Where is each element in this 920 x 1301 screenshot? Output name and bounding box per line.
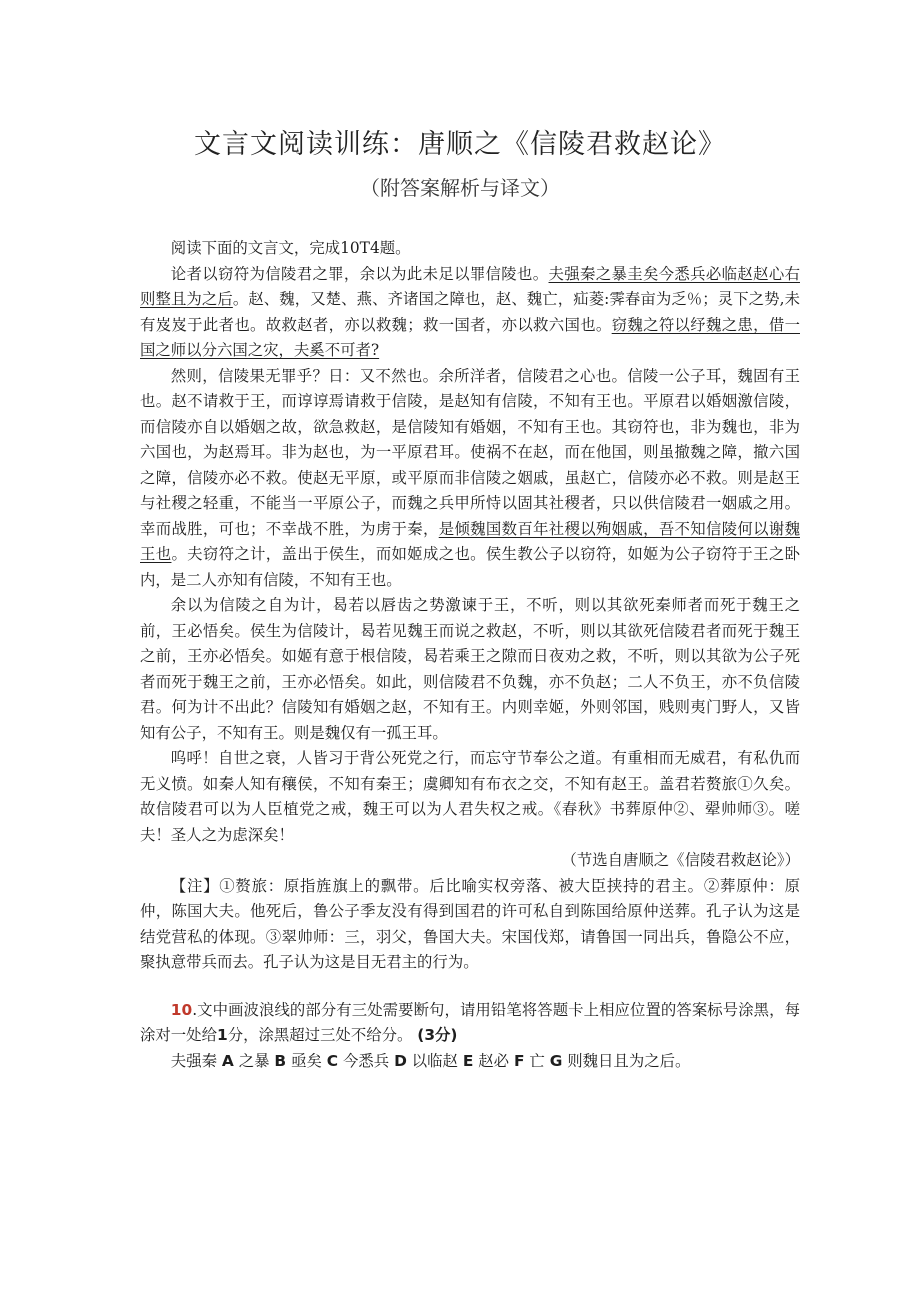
option-mark-e[interactable]: E — [462, 1051, 474, 1070]
question-total-score: (3分) — [417, 1026, 458, 1044]
option-segment: 今悉兵 — [342, 1051, 390, 1070]
option-segment: 夫强秦 — [170, 1051, 217, 1070]
question-10 — [140, 998, 800, 1049]
paragraph-2 — [140, 364, 800, 594]
option-segment: 赵必 — [478, 1051, 510, 1070]
underlined-sentence-2: 是倾魏国数百年社稷以殉姻戚，吾不知信陵何以谢魏王也 — [140, 519, 800, 563]
option-mark-a[interactable]: A — [221, 1051, 234, 1070]
passage-body — [140, 236, 800, 1074]
option-segment: 以临赵 — [411, 1051, 458, 1070]
page-subtitle: （附答案解析与译文） — [360, 176, 560, 200]
question-text-cont: 分，涂黑超过三处不给分。 — [227, 1026, 413, 1044]
answer-options-line — [140, 1049, 800, 1075]
annotation-notes — [140, 874, 800, 976]
option-segment: 之暴 — [238, 1051, 270, 1070]
question-text: .文中画波浪线的部分有三处需要断句，请用铅笔将答题卡上相应位置的答案标号涂黑，每涂对一处给 — [140, 1000, 800, 1044]
option-mark-g[interactable]: G — [549, 1051, 563, 1070]
option-mark-b[interactable]: B — [274, 1051, 287, 1070]
underlined-sentence: 窃魏之符以纾魏之患，借一国之师以分六国之灾，夫奚不可者? — [140, 315, 800, 359]
paragraph-2-text-cont: 。夫窃符之计，盖出于侯生，而如姬成之也。侯生教公子以窃符，如姬为公子窃符于王之卧内，是二人亦知有信陵，不知有王也。 — [140, 545, 800, 589]
intro-instruction: 阅读下面的文言文，完成10T4题。 — [170, 239, 411, 257]
paragraph-1-text-cont: 。赵、魏，又楚、燕、齐诸国之障也，赵、魏亡，疝菱:霁春亩为乏％；灵下之势,未有岌岌于此者也。故救赵者，亦以救魏；救一国者，亦以救六国也。 — [140, 290, 800, 334]
option-segment: 亟矣 — [291, 1051, 322, 1070]
question-number: 10 — [170, 1000, 193, 1019]
option-mark-f[interactable]: F — [513, 1051, 525, 1070]
source-citation: （节选自唐顺之《信陵君救赵论》） — [561, 851, 800, 869]
paragraph-3: 余以为信陵之自为计，曷若以唇齿之势激谏于王，不听，则以其欲死秦师者而死于魏王之前，王必悟矣。侯生为信陵计，曷若见魏王而说之救赵，不听，则以其欲死信陵君者而死于魏王之前，王亦必悟矣。如姬有意于根信陵，曷若乘王之隙而日夜劝之救，不听，则以其欲为公子死者而死于魏王之前，王亦必悟矣。如此，则信陵君不负魏，亦不负赵；二人不负王，亦不负信陵君。何为计不出此？信陵知有婚姻之赵，不知有王。内则幸姬，外则邻国，贱则夷门野人，又皆知有公子，不知有王。则是魏仅有一孤王耳。 — [140, 596, 800, 742]
paragraph-2-text: 然则，信陵果无罪乎？日：又不然也。余所洋者，信陵君之心也。信陵一公子耳，魏固有王也。赵不请救于王，而谆谆焉请救于信陵，是赵知有信陵，不知有王也。平原君以婚姻激信陵，而信陵亦自以婚姻之故，欲急救赵，是信陵知有婚姻，不知有王也。其窃符也，非为魏也，非为六国也，为赵焉耳。非为赵也，为一平原君耳。使祸不在赵，而在他国，则虽撤魏之障，撤六国之障，信陵亦必不救。使赵无平原，或平原而非信陵之姻戚，虽赵亡，信陵亦必不救。则是赵王与社稷之轻重，不能当一平原公子，而魏之兵甲所恃以固其社稷者，只以供信陵君一姻戚之用。幸而战胜，可也；不幸战不胜，为虏于秦， — [140, 366, 800, 538]
page-title: 文言文阅读训练：唐顺之《信陵君救赵论》 — [194, 129, 726, 160]
wavy-underlined-sentence: 夫强秦之暴圭矣今悉兵必临赵赵心右则整且为之后 — [140, 264, 800, 308]
option-segment: 亡 — [529, 1051, 545, 1070]
option-mark-c[interactable]: C — [326, 1051, 339, 1070]
paragraph-1-text: 论者以窃符为信陵君之罪，余以为此未足以罪信陵也。 — [170, 264, 549, 283]
option-segment: 则魏日且为之后。 — [567, 1051, 691, 1070]
note-label: 【注】 — [170, 876, 220, 895]
paragraph-4: 呜呼！自世之衰，人皆习于背公死党之行，而忘守节奉公之道。有重相而无威君，有私仇而无义愤。如秦人知有穰侯，不知有秦王；虞卿知有布衣之交，不知有赵王。盖君若赘旅①久矣。故信陵君可以为人臣植党之戒，魏王可以为人君失权之戒。《春秋》书葬原仲②、翚帅师③。嗟夫！圣人之为虑深矣！ — [140, 749, 800, 844]
option-mark-d[interactable]: D — [394, 1051, 407, 1070]
question-score-per-item: 1 — [216, 1026, 228, 1044]
note-text: ①赘旅：原指旌旗上的飘带。后比喻实权旁落、被大臣挟持的君主。②葬原仲：原仲，陈国大夫。他死后，鲁公子季友没有得到国君的许可私自到陈国给原仲送葬。孔子认为这是结党营私的体现。③翠帅师：三，羽父，鲁国大夫。宋国伐郑，请鲁国一同出兵，鲁隐公不应，聚执意带兵而去。孔子认为这是目无君主的行为。 — [140, 876, 800, 971]
paragraph-1 — [140, 262, 800, 364]
